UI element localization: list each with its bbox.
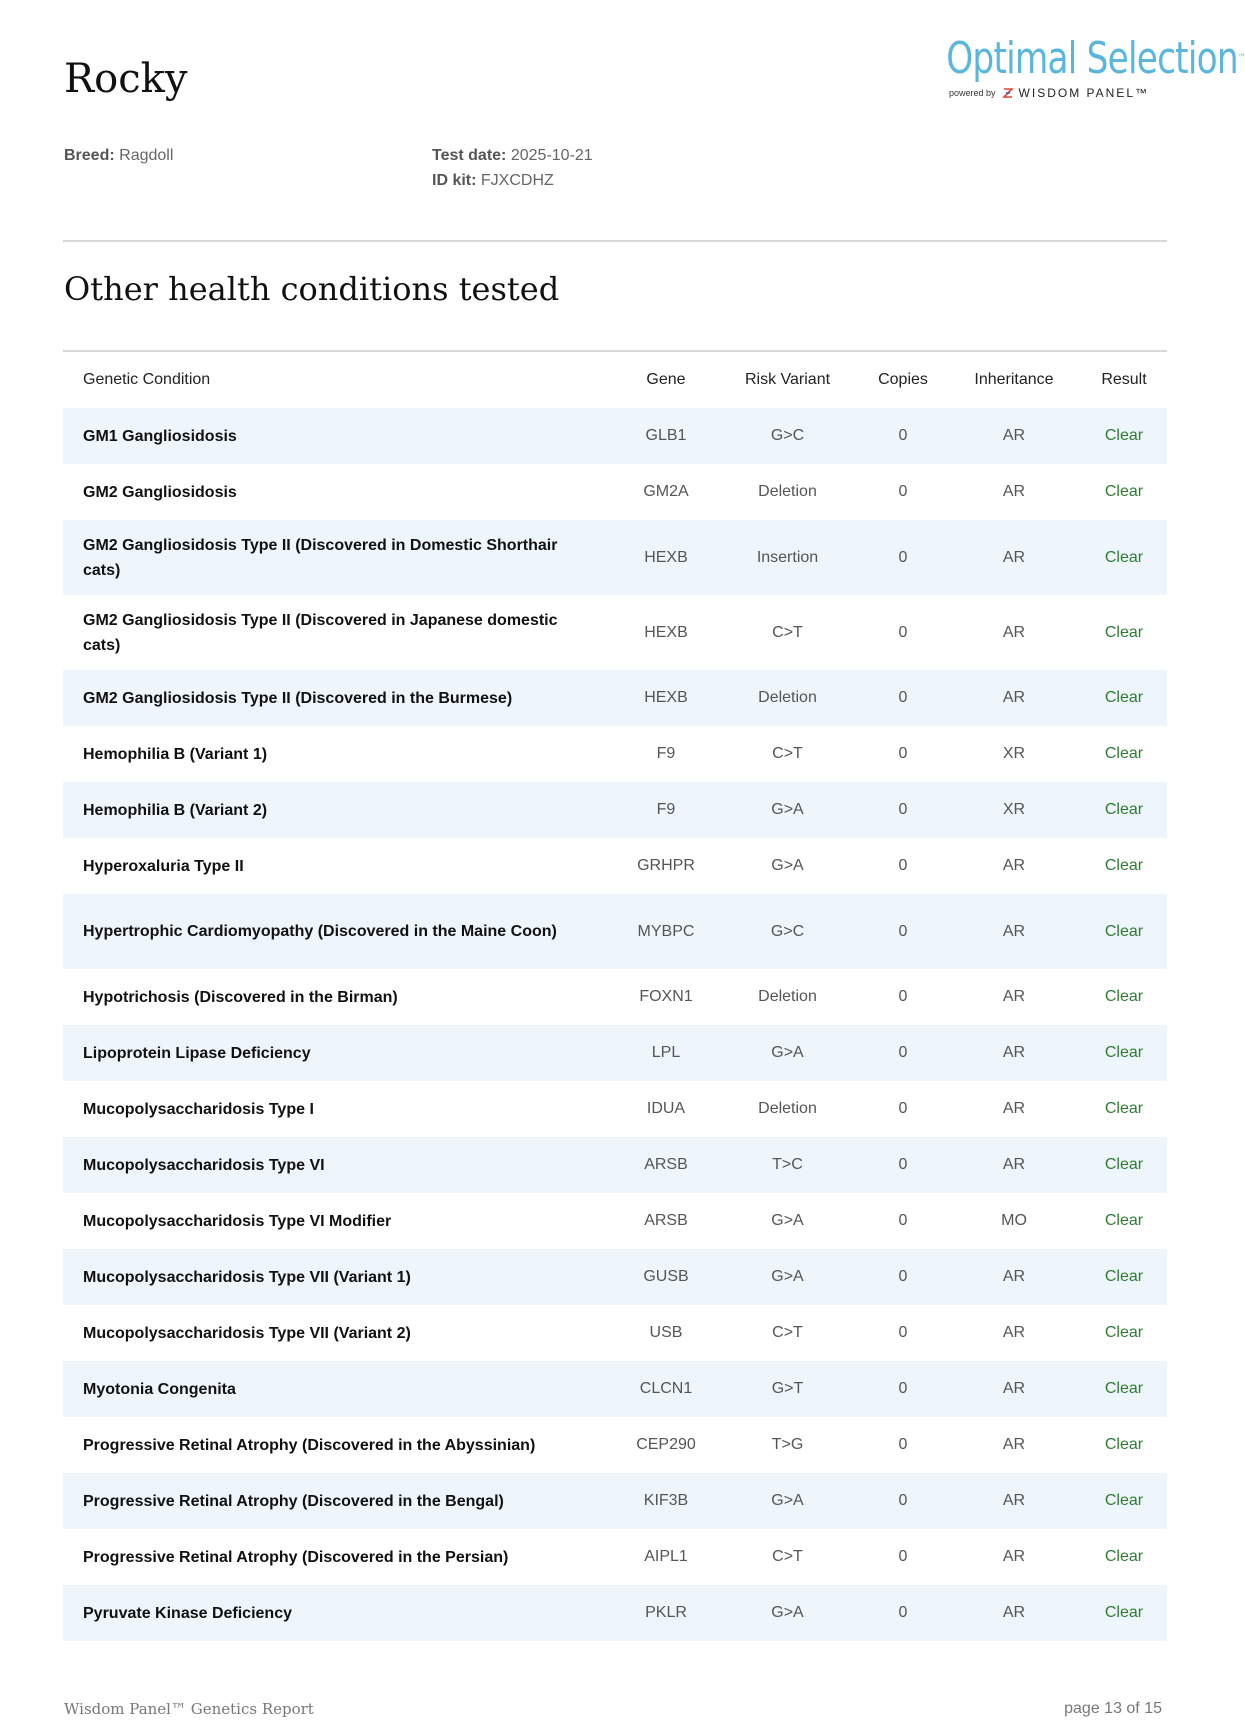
- inheritance-cell: AR: [1002, 922, 1026, 940]
- condition-cell: Myotonia Congenita: [83, 1380, 236, 1398]
- kit-id-label: ID kit:: [432, 172, 477, 189]
- breed-value: Ragdoll: [119, 147, 174, 164]
- result-cell: Clear: [1104, 623, 1144, 641]
- wisdom-panel-mark-icon: [1002, 87, 1014, 99]
- condition-cell: Mucopolysaccharidosis Type VII (Variant 1): [83, 1268, 411, 1286]
- column-header-risk-variant: Risk Variant: [744, 371, 831, 388]
- risk-variant-cell: G>A: [771, 1212, 804, 1229]
- risk-variant-cell: Deletion: [758, 689, 817, 706]
- inheritance-cell: MO: [1001, 1212, 1027, 1229]
- condition-cell: GM2 Gangliosidosis: [83, 483, 237, 501]
- logo-subline: [889, 86, 1149, 100]
- result-cell: Clear: [1104, 1212, 1144, 1229]
- kit-id-value: FJXCDHZ: [480, 172, 554, 189]
- copies-cell: 0: [898, 922, 908, 940]
- result-cell: Clear: [1104, 857, 1144, 874]
- condition-cell: Progressive Retinal Atrophy (Discovered in the Bengal): [83, 1492, 504, 1510]
- condition-cell: Mucopolysaccharidosis Type VI Modifier: [83, 1212, 392, 1230]
- table-row: [63, 1473, 1167, 1529]
- condition-cell: Mucopolysaccharidosis Type I: [83, 1100, 314, 1118]
- risk-variant-cell: G>A: [771, 857, 804, 874]
- risk-variant-cell: C>T: [772, 1324, 803, 1341]
- gene-cell: CEP290: [636, 1436, 696, 1453]
- gene-cell: LPL: [651, 1044, 681, 1061]
- health-conditions-table: [63, 350, 1167, 1641]
- table-row: [63, 894, 1167, 969]
- table-header-row: [63, 351, 1167, 408]
- risk-variant-cell: Deletion: [758, 988, 817, 1005]
- risk-variant-cell: T>C: [772, 1156, 803, 1173]
- inheritance-cell: XR: [1002, 745, 1026, 762]
- gene-cell: GLB1: [645, 427, 687, 444]
- result-cell: Clear: [1104, 1324, 1144, 1341]
- risk-variant-cell: T>G: [771, 1436, 804, 1453]
- inheritance-cell: AR: [1002, 689, 1026, 706]
- column-header-copies: Copies: [878, 371, 928, 388]
- condition-cell: Mucopolysaccharidosis Type VII (Variant 2): [83, 1324, 411, 1342]
- result-cell: Clear: [1104, 922, 1144, 940]
- gene-cell: MYBPC: [637, 922, 695, 940]
- inheritance-cell: AR: [1002, 988, 1026, 1005]
- condition-cell: GM2 Gangliosidosis Type II (Discovered in Domestic Shorthair cats): [83, 536, 558, 579]
- test-date-value: 2025-10-21: [510, 147, 593, 164]
- condition-cell: Pyruvate Kinase Deficiency: [83, 1604, 292, 1622]
- risk-variant-cell: C>T: [772, 745, 803, 762]
- breed-info: [64, 143, 173, 168]
- gene-cell: AIPL1: [644, 1548, 688, 1565]
- copies-cell: 0: [898, 689, 908, 706]
- copies-cell: 0: [898, 1268, 908, 1285]
- table-row: [63, 1025, 1167, 1081]
- gene-cell: ARSB: [644, 1156, 688, 1173]
- copies-cell: 0: [898, 1436, 908, 1453]
- risk-variant-cell: G>A: [771, 1604, 804, 1621]
- risk-variant-cell: C>T: [772, 1548, 803, 1565]
- breed-label: Breed:: [64, 147, 115, 164]
- table-row: [63, 408, 1167, 464]
- table-body: [63, 408, 1167, 1641]
- gene-cell: CLCN1: [639, 1380, 693, 1397]
- copies-cell: 0: [898, 988, 908, 1005]
- result-cell: Clear: [1104, 988, 1144, 1005]
- condition-cell: Hypotrichosis (Discovered in the Birman): [83, 988, 398, 1006]
- gene-cell: HEXB: [644, 623, 688, 641]
- column-header-gene: Gene: [646, 371, 686, 388]
- result-cell: Clear: [1104, 1100, 1144, 1117]
- result-cell: Clear: [1104, 1268, 1144, 1285]
- footer-page-number: page 13 of 15: [1064, 1700, 1162, 1717]
- condition-cell: Progressive Retinal Atrophy (Discovered in the Persian): [83, 1548, 509, 1566]
- copies-cell: 0: [898, 1044, 908, 1061]
- copies-cell: 0: [898, 1492, 908, 1509]
- copies-cell: 0: [898, 1548, 908, 1565]
- result-cell: Clear: [1104, 427, 1144, 444]
- gene-cell: HEXB: [644, 689, 688, 706]
- inheritance-cell: AR: [1002, 1604, 1026, 1621]
- result-cell: Clear: [1104, 1492, 1144, 1509]
- table-row: [63, 595, 1167, 670]
- inheritance-cell: AR: [1002, 1100, 1026, 1117]
- inheritance-cell: AR: [1002, 623, 1026, 641]
- condition-cell: GM2 Gangliosidosis Type II (Discovered in Japanese domestic cats): [83, 611, 558, 654]
- gene-cell: IDUA: [646, 1100, 686, 1117]
- inheritance-cell: AR: [1002, 1324, 1026, 1341]
- gene-cell: GRHPR: [637, 857, 695, 874]
- risk-variant-cell: G>C: [770, 922, 805, 940]
- risk-variant-cell: Deletion: [758, 1100, 817, 1117]
- logo-title: Optimal Selection™: [946, 33, 1245, 84]
- result-cell: Clear: [1104, 689, 1144, 706]
- copies-cell: 0: [898, 1380, 908, 1397]
- optimal-selection-logo: [889, 33, 1245, 100]
- section-title: Other health conditions tested: [64, 270, 560, 308]
- risk-variant-cell: G>T: [771, 1380, 804, 1397]
- risk-variant-cell: Deletion: [758, 483, 817, 500]
- test-date-label: Test date:: [432, 147, 507, 164]
- risk-variant-cell: G>C: [770, 427, 805, 444]
- condition-cell: Hemophilia B (Variant 2): [83, 801, 268, 819]
- copies-cell: 0: [898, 745, 908, 762]
- result-cell: Clear: [1104, 548, 1144, 566]
- logo-powered-by: powered by: [949, 88, 996, 98]
- condition-cell: Hypertrophic Cardiomyopathy (Discovered in the Maine Coon): [83, 923, 557, 940]
- gene-cell: GM2A: [643, 483, 689, 500]
- result-cell: Clear: [1104, 1436, 1144, 1453]
- table-row: [63, 838, 1167, 894]
- footer-report-name: Wisdom Panel™ Genetics Report: [64, 1700, 314, 1718]
- gene-cell: F9: [656, 745, 676, 762]
- column-header-condition: Genetic Condition: [83, 371, 211, 388]
- table-row: [63, 1361, 1167, 1417]
- result-cell: Clear: [1104, 801, 1144, 818]
- copies-cell: 0: [898, 1604, 908, 1621]
- column-header-result: Result: [1101, 371, 1147, 388]
- copies-cell: 0: [898, 483, 908, 500]
- gene-cell: PKLR: [645, 1604, 687, 1621]
- result-cell: Clear: [1104, 1044, 1144, 1061]
- pet-name: Rocky: [64, 56, 188, 102]
- risk-variant-cell: G>A: [771, 1044, 804, 1061]
- gene-cell: FOXN1: [639, 988, 693, 1005]
- inheritance-cell: XR: [1002, 801, 1026, 818]
- wisdom-panel-brand: [1002, 86, 1149, 100]
- result-cell: Clear: [1104, 1548, 1144, 1565]
- inheritance-cell: AR: [1002, 1548, 1026, 1565]
- table-row: [63, 1249, 1167, 1305]
- result-cell: Clear: [1104, 1380, 1144, 1397]
- table-row: [63, 1585, 1167, 1641]
- condition-cell: Hemophilia B (Variant 1): [83, 745, 268, 763]
- inheritance-cell: AR: [1002, 1436, 1026, 1453]
- inheritance-cell: AR: [1002, 1268, 1026, 1285]
- risk-variant-cell: C>T: [772, 623, 803, 641]
- column-header-inheritance: Inheritance: [974, 371, 1054, 388]
- gene-cell: HEXB: [644, 548, 688, 566]
- inheritance-cell: AR: [1002, 857, 1026, 874]
- result-cell: Clear: [1104, 483, 1144, 500]
- copies-cell: 0: [898, 1100, 908, 1117]
- condition-cell: GM1 Gangliosidosis: [83, 427, 237, 445]
- copies-cell: 0: [898, 1156, 908, 1173]
- condition-cell: Progressive Retinal Atrophy (Discovered in the Abyssinian): [83, 1436, 536, 1454]
- risk-variant-cell: Insertion: [756, 548, 819, 566]
- risk-variant-cell: G>A: [771, 1268, 804, 1285]
- table-row: [63, 464, 1167, 520]
- result-cell: Clear: [1104, 745, 1144, 762]
- condition-cell: Mucopolysaccharidosis Type VI: [83, 1156, 325, 1174]
- gene-cell: GUSB: [643, 1268, 689, 1285]
- table-row: [63, 670, 1167, 726]
- inheritance-cell: AR: [1002, 483, 1026, 500]
- table-row: [63, 782, 1167, 838]
- header-divider: [63, 240, 1167, 242]
- table-row: [63, 969, 1167, 1025]
- test-info: [432, 143, 593, 193]
- table-row: [63, 726, 1167, 782]
- risk-variant-cell: G>A: [771, 801, 804, 818]
- inheritance-cell: AR: [1002, 1380, 1026, 1397]
- copies-cell: 0: [898, 1324, 908, 1341]
- test-date: [432, 143, 593, 168]
- result-cell: Clear: [1104, 1604, 1144, 1621]
- table-row: [63, 1529, 1167, 1585]
- gene-cell: ARSB: [644, 1212, 688, 1229]
- inheritance-cell: AR: [1002, 548, 1026, 566]
- risk-variant-cell: G>A: [771, 1492, 804, 1509]
- condition-cell: GM2 Gangliosidosis Type II (Discovered in the Burmese): [83, 689, 513, 707]
- copies-cell: 0: [898, 857, 908, 874]
- table-row: [63, 1193, 1167, 1249]
- table-row: [63, 1417, 1167, 1473]
- condition-cell: Lipoprotein Lipase Deficiency: [83, 1044, 311, 1062]
- gene-cell: F9: [656, 801, 676, 818]
- copies-cell: 0: [898, 801, 908, 818]
- table-row: [63, 520, 1167, 595]
- gene-cell: KIF3B: [643, 1492, 689, 1509]
- wisdom-panel-text: WISDOM PANEL™: [1018, 86, 1149, 100]
- table-row: [63, 1137, 1167, 1193]
- copies-cell: 0: [898, 623, 908, 641]
- copies-cell: 0: [898, 548, 908, 566]
- inheritance-cell: AR: [1002, 1044, 1026, 1061]
- inheritance-cell: AR: [1002, 427, 1026, 444]
- table-row: [63, 1081, 1167, 1137]
- result-cell: Clear: [1104, 1156, 1144, 1173]
- inheritance-cell: AR: [1002, 1156, 1026, 1173]
- gene-cell: USB: [649, 1324, 683, 1341]
- inheritance-cell: AR: [1002, 1492, 1026, 1509]
- kit-id: [432, 168, 593, 193]
- condition-cell: Hyperoxaluria Type II: [83, 857, 244, 875]
- copies-cell: 0: [898, 1212, 908, 1229]
- table-row: [63, 1305, 1167, 1361]
- copies-cell: 0: [898, 427, 908, 444]
